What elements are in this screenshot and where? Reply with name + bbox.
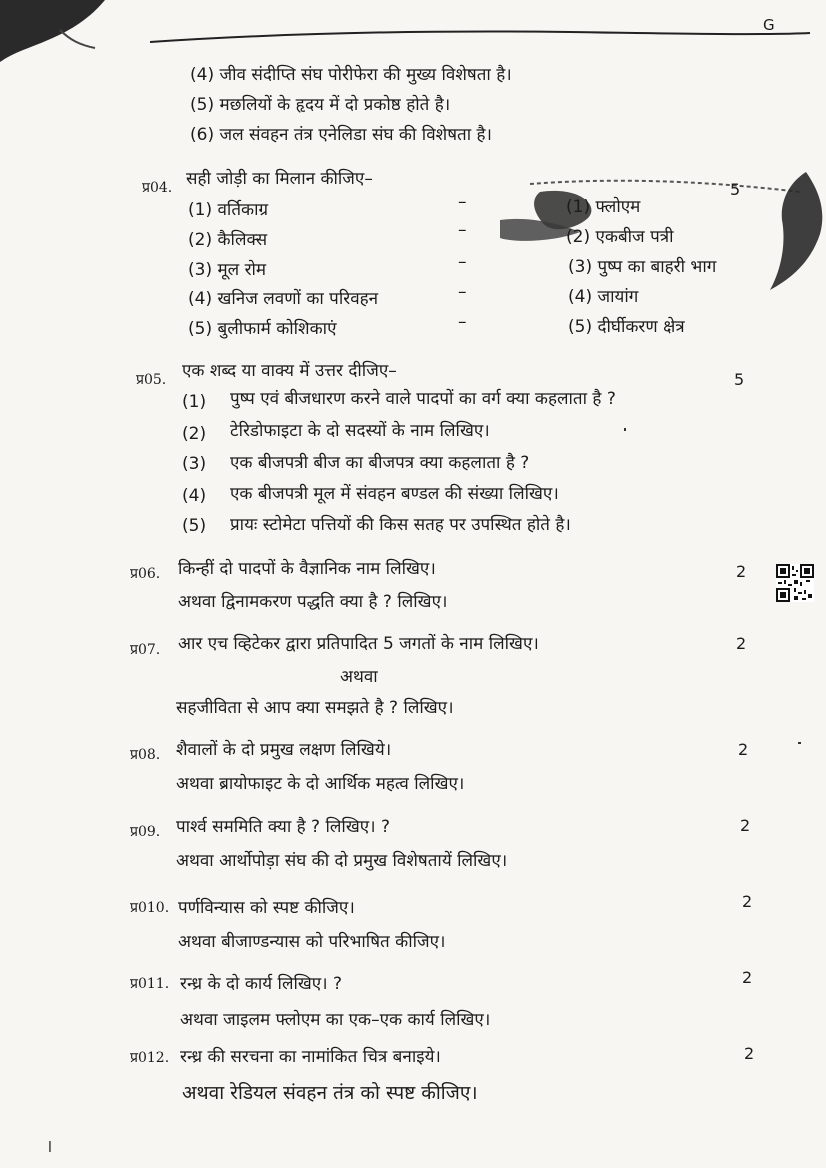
page-letter: G: [763, 16, 775, 34]
question-alternative: अथवा रेडियल संवहन तंत्र को स्पष्ट कीजिए।: [182, 1082, 478, 1104]
intro-item: (6) जल संवहन तंत्र एनेलिडा संघ की विशेषता है।: [190, 125, 492, 145]
qr-code: [776, 564, 814, 602]
match-dash: –: [458, 282, 467, 302]
question-text: शैवालों के दो प्रमुख लक्षण लिखिये।: [176, 740, 392, 760]
question-text: पार्श्व सममिति क्या है ? लिखिए। ?: [176, 817, 390, 837]
match-dash: –: [458, 252, 467, 272]
question-number: प्र06.: [130, 566, 161, 582]
question-number: प्र05.: [136, 372, 167, 388]
question-alternative: अथवा बीजाण्डन्यास को परिभाषित कीजिए।: [178, 932, 446, 952]
intro-item: (4) जीव संदीप्ति संघ पोरीफेरा की मुख्य विशेषता है।: [190, 65, 512, 85]
sub-question-number: (1): [182, 392, 207, 412]
question-marks: 2: [742, 892, 753, 911]
question-marks: 2: [736, 634, 747, 653]
sub-question-number: (4): [182, 486, 207, 506]
question-text: रन्ध्र के दो कार्य लिखिए। ?: [180, 974, 343, 994]
question-text: पर्णविन्यास को स्पष्ट कीजिए।: [178, 898, 355, 918]
question-alternative: अथवा द्विनामकरण पद्धति क्या है ? लिखिए।: [178, 592, 448, 612]
match-right-item: (4) जायांग: [568, 287, 639, 307]
match-left-item: (4) खनिज लवणों का परिवहन: [188, 289, 379, 309]
sub-question-text: टेरिडोफाइटा के दो सदस्यों के नाम लिखिए।: [230, 421, 490, 441]
match-right-item: (5) दीर्घीकरण क्षेत्र: [568, 317, 685, 337]
question-number: प्र012.: [130, 1050, 170, 1066]
scan-corner-smudge: [0, 0, 110, 70]
sub-question-text: एक बीजपत्री बीज का बीजपत्र क्या कहलाता है ?: [230, 453, 530, 473]
sub-question-text: प्रायः स्टोमेटा पत्तियों की किस सतह पर उपस्थित होते है।: [230, 515, 571, 535]
sub-question-text: पुष्प एवं बीजधारण करने वाले पादपों का वर्ग क्या कहलाता है ?: [230, 389, 616, 409]
match-dash: –: [458, 192, 467, 212]
match-dash: –: [458, 220, 467, 240]
header-rule: [150, 26, 810, 46]
question-alternative: अथवा जाइलम फ्लोएम का एक–एक कार्य लिखिए।: [180, 1010, 491, 1030]
question-alternative: सहजीविता से आप क्या समझते है ? लिखिए।: [176, 698, 454, 718]
sub-question-number: (5): [182, 516, 207, 536]
scan-edge-smudge: [750, 172, 826, 292]
question-marks: 2: [736, 562, 747, 581]
question-title: एक शब्द या वाक्य में उत्तर दीजिए–: [182, 361, 397, 381]
question-marks: 2: [744, 1044, 755, 1063]
question-marks: 5: [734, 370, 745, 389]
question-number: प्र010.: [130, 900, 170, 916]
question-number: प्र07.: [130, 642, 161, 658]
question-number: प्र09.: [130, 824, 161, 840]
question-number: प्र08.: [130, 747, 161, 763]
question-number: प्र04.: [142, 180, 173, 196]
question-text: किन्हीं दो पादपों के वैज्ञानिक नाम लिखिए।: [178, 559, 436, 579]
question-or: अथवा: [340, 667, 378, 687]
question-text: आर एच व्हिटेकर द्वारा प्रतिपादित 5 जगतों के नाम लिखिए।: [178, 634, 539, 654]
question-text: रन्ध्र की सरचना का नामांकित चित्र बनाइये।: [180, 1047, 441, 1067]
match-dash: –: [458, 312, 467, 332]
sub-question-number: (2): [182, 424, 207, 444]
match-right-item: (2) एकबीज पत्री: [566, 227, 674, 247]
intro-item: (5) मछलियों के हृदय में दो प्रकोष्ठ होते है।: [190, 95, 451, 115]
question-marks: 5: [730, 180, 741, 199]
footer-mark: l: [48, 1140, 52, 1156]
sub-question-text: एक बीजपत्री मूल में संवहन बण्डल की संख्या लिखिए।: [230, 484, 559, 504]
ink-speck: [798, 742, 801, 744]
match-left-item: (2) कैलिक्स: [188, 230, 268, 250]
question-alternative: अथवा आर्थोपोड़ा संघ की दो प्रमुख विशेषतायें लिखिए।: [176, 851, 508, 871]
question-alternative: अथवा ब्रायोफाइट के दो आर्थिक महत्व लिखिए।: [176, 774, 465, 794]
question-number: प्र011.: [130, 976, 170, 992]
sub-question-number: (3): [182, 454, 207, 474]
question-marks: 2: [740, 816, 751, 835]
question-title: सही जोड़ी का मिलान कीजिए–: [186, 169, 373, 189]
match-right-item: (1) फ्लोएम: [566, 197, 641, 217]
match-right-item: (3) पुष्प का बाहरी भाग: [568, 257, 717, 277]
question-marks: 2: [738, 740, 749, 759]
match-left-item: (3) मूल रोम: [188, 260, 267, 280]
match-left-item: (5) बुलीफार्म कोशिकाएं: [188, 319, 337, 339]
ink-speck: [624, 428, 626, 431]
match-left-item: (1) वर्तिकाग्र: [188, 200, 269, 220]
question-marks: 2: [742, 968, 753, 987]
